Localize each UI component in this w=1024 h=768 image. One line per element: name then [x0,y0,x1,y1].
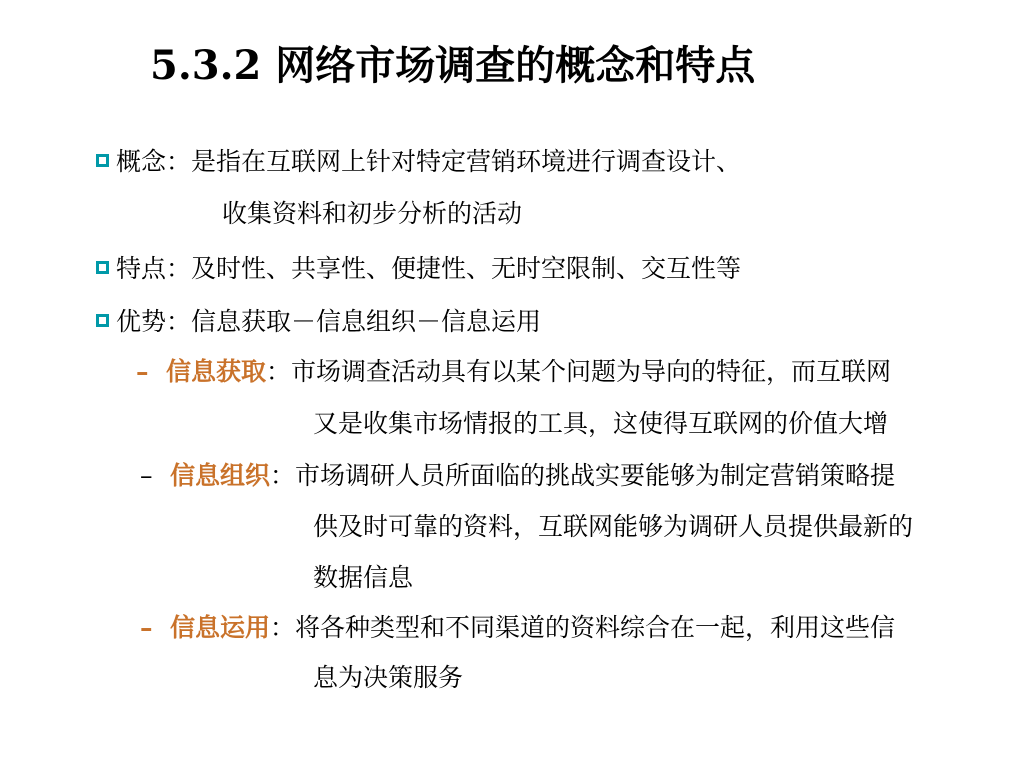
bullet-concept-line-1: 概念：是指在互联网上针对特定营销环境进行调查设计、 [116,147,742,176]
sub-item-acquire-line-2: 又是收集市场情报的工具，这使得互联网的价值大增 [313,409,889,438]
bullet-concept-line-2: 收集资料和初步分析的活动 [222,199,523,228]
sub-item-term: 信息运用 [170,613,271,642]
sub-item-sep: ： [266,357,292,386]
sub-item-organize-line-2: 供及时可靠的资料，互联网能够为调研人员提供最新的 [313,512,914,541]
sub-dash-icon: – [140,613,153,642]
sub-item-text: 市场调查活动具有以某个问题为导向的特征，而互联网 [291,357,892,386]
sub-dash-icon: – [140,461,153,490]
sub-item-organize-line-1 [170,460,895,492]
bullet-advantage-line: 优势：信息获取－信息组织－信息运用 [116,307,542,336]
sub-dash-icon: – [136,357,149,386]
bullet-features-line: 特点：及时性、共享性、便捷性、无时空限制、交互性等 [116,254,742,283]
sub-item-organize-line-3: 数据信息 [313,563,414,592]
sub-item-text: 市场调研人员所面临的挑战实要能够为制定营销策略提 [295,461,896,490]
bullet-square-icon [96,154,109,167]
bullet-square-icon [96,261,109,274]
sub-item-term: 信息组织 [170,461,271,490]
sub-item-use-line-1 [170,612,895,644]
slide-title: 5.3.2 网络市场调查的概念和特点 [150,42,756,89]
sub-item-sep: ： [270,461,296,490]
sub-item-term: 信息获取 [166,357,267,386]
sub-item-acquire-line-1 [166,356,891,388]
bullet-square-icon [96,314,109,327]
sub-item-sep: ： [270,613,296,642]
sub-item-use-line-2: 息为决策服务 [313,663,464,692]
sub-item-text: 将各种类型和不同渠道的资料综合在一起，利用这些信 [295,613,896,642]
